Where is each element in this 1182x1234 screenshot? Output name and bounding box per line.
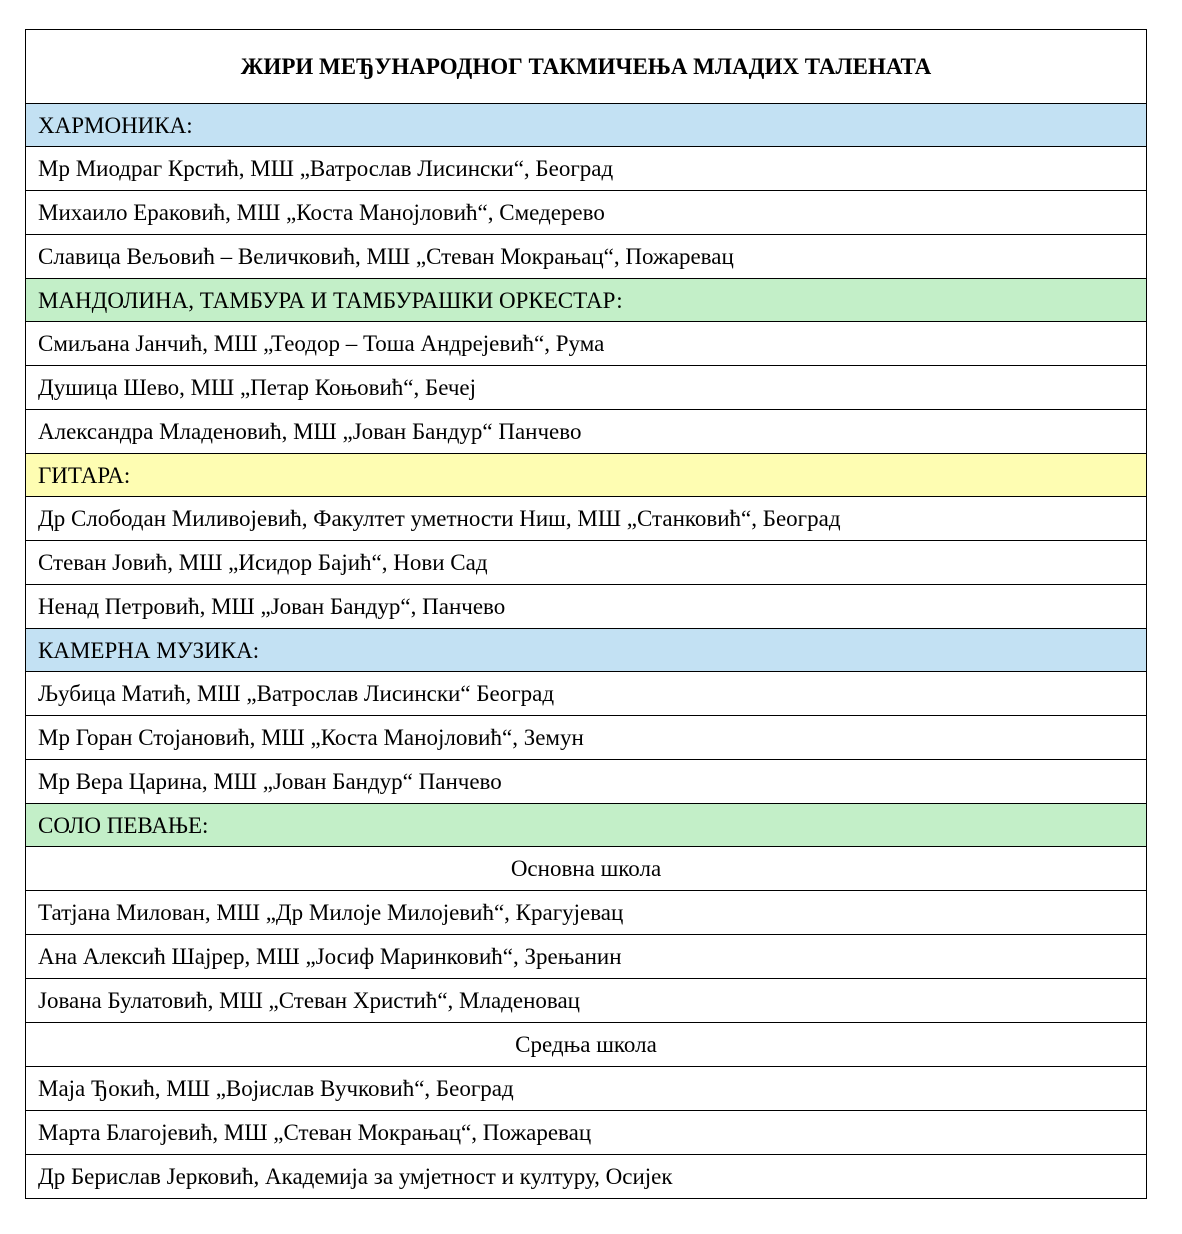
- category-heading-row: [26, 804, 1147, 847]
- jury-member: Јована Булатовић, МШ „Стеван Христић“, Младеновац: [26, 979, 1147, 1023]
- subgroup-heading: Средња школа: [26, 1023, 1147, 1067]
- jury-member: Др Слободан Миливојевић, Факултет уметности Ниш, МШ „Станковић“, Београд: [26, 497, 1147, 541]
- category-heading: ГИТАРА:: [26, 454, 1147, 497]
- jury-member: Славица Вељовић – Величковић, МШ „Стеван Мокрањац“, Пожаревац: [26, 235, 1147, 279]
- jury-member-row: [26, 366, 1147, 410]
- jury-member-row: [26, 497, 1147, 541]
- jury-member: Марта Благојевић, МШ „Стеван Мокрањац“, Пожаревац: [26, 1111, 1147, 1155]
- jury-member: Татјана Милован, МШ „Др Милоје Милојевић“, Крагујевац: [26, 891, 1147, 935]
- category-heading: ХАРМОНИКА:: [26, 104, 1147, 147]
- jury-member-row: [26, 322, 1147, 366]
- category-heading: МАНДОЛИНА, ТАМБУРА И ТАМБУРАШКИ ОРКЕСТАР:: [26, 279, 1147, 322]
- category-heading: СОЛО ПЕВАЊЕ:: [26, 804, 1147, 847]
- jury-member-row: [26, 410, 1147, 454]
- category-heading-row: [26, 279, 1147, 322]
- jury-member-row: [26, 585, 1147, 629]
- jury-table-body: [26, 30, 1147, 1199]
- jury-member-row: [26, 147, 1147, 191]
- jury-member-row: [26, 760, 1147, 804]
- jury-member-row: [26, 235, 1147, 279]
- jury-member: Мр Вера Царина, МШ „Јован Бандур“ Панчево: [26, 760, 1147, 804]
- title-row: [26, 30, 1147, 104]
- category-heading-row: [26, 454, 1147, 497]
- jury-member: Маја Ђокић, МШ „Војислав Вучковић“, Београд: [26, 1067, 1147, 1111]
- jury-member: Ана Алексић Шајрер, МШ „Јосиф Маринковић“, Зрењанин: [26, 935, 1147, 979]
- jury-member: Александра Младеновић, МШ „Јован Бандур“ Панчево: [26, 410, 1147, 454]
- jury-member-row: [26, 1067, 1147, 1111]
- jury-member-row: [26, 672, 1147, 716]
- document-title: ЖИРИ МЕЂУНАРОДНОГ ТАКМИЧЕЊА МЛАДИХ ТАЛЕНАТА: [26, 30, 1147, 104]
- subgroup-heading: Основна школа: [26, 847, 1147, 891]
- subgroup-heading-row: [26, 1023, 1147, 1067]
- jury-member-row: [26, 716, 1147, 760]
- jury-member: Др Берислав Јерковић, Академија за умјетност и културу, Осијек: [26, 1155, 1147, 1199]
- jury-member-row: [26, 891, 1147, 935]
- jury-member: Љубица Матић, МШ „Ватрослав Лисински“ Београд: [26, 672, 1147, 716]
- jury-member-row: [26, 1155, 1147, 1199]
- jury-member-row: [26, 541, 1147, 585]
- category-heading: КАМЕРНА МУЗИКА:: [26, 629, 1147, 672]
- jury-member-row: [26, 935, 1147, 979]
- jury-member: Мр Горан Стојановић, МШ „Коста Манојловић“, Земун: [26, 716, 1147, 760]
- jury-member: Мр Миодраг Крстић, МШ „Ватрослав Лисински“, Београд: [26, 147, 1147, 191]
- subgroup-heading-row: [26, 847, 1147, 891]
- jury-member-row: [26, 191, 1147, 235]
- jury-table: [25, 29, 1147, 1199]
- jury-member: Душица Шево, МШ „Петар Коњовић“, Бечеј: [26, 366, 1147, 410]
- jury-member: Михаило Ераковић, МШ „Коста Манојловић“, Смедерево: [26, 191, 1147, 235]
- category-heading-row: [26, 629, 1147, 672]
- jury-member: Ненад Петровић, МШ „Јован Бандур“, Панчево: [26, 585, 1147, 629]
- category-heading-row: [26, 104, 1147, 147]
- jury-member: Стеван Јовић, МШ „Исидор Бајић“, Нови Сад: [26, 541, 1147, 585]
- jury-member: Смиљана Јанчић, МШ „Теодор – Тоша Андрејевић“, Рума: [26, 322, 1147, 366]
- jury-member-row: [26, 979, 1147, 1023]
- jury-member-row: [26, 1111, 1147, 1155]
